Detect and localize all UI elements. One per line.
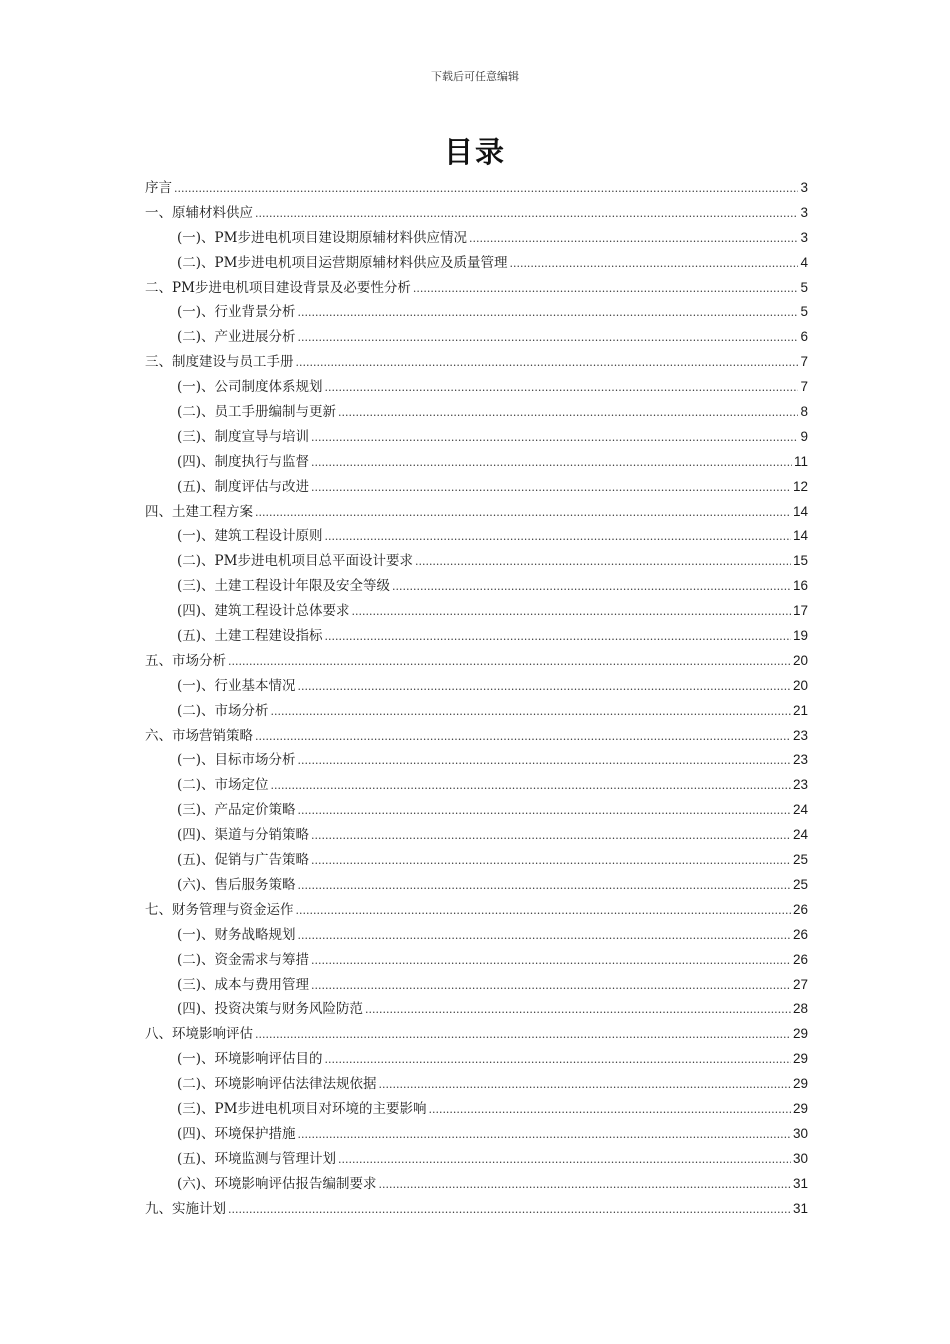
toc-dot-leader xyxy=(311,450,792,476)
toc-entry-label: (二)、产业进展分析 xyxy=(177,329,296,346)
toc-section-entry[interactable] xyxy=(145,1047,808,1072)
toc-chapter-entry[interactable] xyxy=(145,724,808,749)
toc-section-entry[interactable] xyxy=(145,1147,808,1172)
toc-entry-label: (一)、公司制度体系规划 xyxy=(177,379,323,396)
toc-dot-leader xyxy=(428,1097,791,1123)
toc-section-entry[interactable] xyxy=(145,699,808,724)
toc-chapter-entry[interactable] xyxy=(145,176,808,201)
toc-entry-label: 三、制度建设与员工手册 xyxy=(145,354,294,371)
toc-entry-label: (二)、PM步进电机项目总平面设计要求 xyxy=(177,553,413,570)
toc-section-entry[interactable] xyxy=(145,549,808,574)
toc-page-number: 7 xyxy=(800,354,808,370)
toc-page-number: 30 xyxy=(792,1125,808,1141)
toc-entry-label: (四)、投资决策与财务风险防范 xyxy=(177,1001,364,1018)
toc-entry-label: (三)、土建工程设计年限及安全等级 xyxy=(177,578,391,595)
toc-page-number: 30 xyxy=(792,1150,808,1166)
toc-entry-label: (三)、产品定价策略 xyxy=(177,802,296,819)
toc-section-entry[interactable] xyxy=(145,923,808,948)
toc-page-number: 20 xyxy=(792,677,808,693)
toc-section-entry[interactable] xyxy=(145,251,808,276)
toc-entry-label: 九、实施计划 xyxy=(145,1200,226,1217)
toc-section-entry[interactable] xyxy=(145,997,808,1022)
toc-page-number: 4 xyxy=(800,254,808,270)
toc-entry-label: (五)、促销与广告策略 xyxy=(177,852,310,869)
toc-section-entry[interactable] xyxy=(145,1097,808,1122)
toc-entry-label: (一)、目标市场分析 xyxy=(177,752,296,769)
toc-entry-label: 序言 xyxy=(145,180,172,196)
toc-dot-leader xyxy=(228,649,791,675)
toc-section-entry[interactable] xyxy=(145,848,808,873)
toc-entry-label: (二)、PM步进电机项目运营期原辅材料供应及质量管理 xyxy=(177,254,508,271)
toc-section-entry[interactable] xyxy=(145,524,808,549)
table-of-contents xyxy=(145,176,808,1221)
toc-section-entry[interactable] xyxy=(145,1072,808,1097)
toc-section-entry[interactable] xyxy=(145,973,808,998)
toc-page-number: 31 xyxy=(792,1200,808,1216)
toc-entry-label: (一)、建筑工程设计原则 xyxy=(177,528,323,545)
toc-page-number: 8 xyxy=(800,404,808,420)
toc-page-number: 6 xyxy=(800,329,808,345)
toc-entry-label: (六)、售后服务策略 xyxy=(177,876,296,893)
toc-section-entry[interactable] xyxy=(145,400,808,425)
toc-dot-leader xyxy=(298,1122,791,1148)
toc-page-number: 21 xyxy=(792,702,808,718)
toc-section-entry[interactable] xyxy=(145,1122,808,1147)
toc-section-entry[interactable] xyxy=(145,450,808,475)
toc-entry-label: (五)、环境监测与管理计划 xyxy=(177,1150,337,1167)
toc-page-number: 3 xyxy=(800,204,808,220)
toc-dot-leader xyxy=(298,923,791,949)
toc-entry-label: (四)、环境保护措施 xyxy=(177,1125,296,1142)
toc-dot-leader xyxy=(415,549,791,575)
toc-section-entry[interactable] xyxy=(145,375,808,400)
toc-page-number: 5 xyxy=(800,304,808,320)
toc-page-number: 14 xyxy=(792,528,808,544)
toc-entry-label: (三)、制度宣导与培训 xyxy=(177,428,310,445)
toc-dot-leader xyxy=(255,201,798,227)
toc-page-number: 31 xyxy=(792,1175,808,1191)
toc-entry-label: (二)、市场分析 xyxy=(177,702,269,719)
toc-page-number: 27 xyxy=(792,976,808,992)
toc-page-number: 23 xyxy=(792,777,808,793)
toc-dot-leader xyxy=(379,1172,791,1198)
toc-chapter-entry[interactable] xyxy=(145,201,808,226)
toc-page-number: 29 xyxy=(792,1051,808,1067)
toc-entry-label: (一)、行业基本情况 xyxy=(177,677,296,694)
toc-page-number: 24 xyxy=(792,827,808,843)
toc-entry-label: (六)、环境影响评估报告编制要求 xyxy=(177,1175,377,1192)
toc-page-number: 29 xyxy=(792,1026,808,1042)
toc-chapter-entry[interactable] xyxy=(145,276,808,301)
toc-entry-label: (一)、行业背景分析 xyxy=(177,304,296,321)
toc-page-number: 17 xyxy=(792,603,808,619)
toc-dot-leader xyxy=(298,798,791,824)
toc-dot-leader xyxy=(255,724,791,750)
toc-page-number: 29 xyxy=(792,1076,808,1092)
toc-page-number: 26 xyxy=(792,951,808,967)
toc-entry-label: (二)、资金需求与筹措 xyxy=(177,951,310,968)
toc-page-number: 14 xyxy=(792,503,808,519)
toc-chapter-entry[interactable] xyxy=(145,350,808,375)
toc-section-entry[interactable] xyxy=(145,226,808,251)
toc-page-number: 20 xyxy=(792,652,808,668)
toc-entry-label: 五、市场分析 xyxy=(145,652,226,669)
toc-entry-label: 四、土建工程方案 xyxy=(145,503,253,520)
toc-page-number: 3 xyxy=(800,180,808,195)
toc-page-number: 7 xyxy=(800,379,808,395)
toc-dot-leader xyxy=(325,375,799,401)
toc-dot-leader xyxy=(298,300,799,326)
toc-entry-label: (二)、员工手册编制与更新 xyxy=(177,404,337,421)
toc-dot-leader xyxy=(413,276,799,302)
toc-dot-leader xyxy=(311,823,791,849)
toc-entry-label: (一)、财务战略规划 xyxy=(177,926,296,943)
toc-dot-leader xyxy=(392,574,791,600)
toc-dot-leader xyxy=(311,973,791,999)
toc-chapter-entry[interactable] xyxy=(145,649,808,674)
toc-dot-leader xyxy=(298,674,791,700)
toc-section-entry[interactable] xyxy=(145,748,808,773)
toc-page-number: 25 xyxy=(792,876,808,892)
header-note: 下载后可任意编辑 xyxy=(431,70,519,83)
toc-entry-label: (三)、PM步进电机项目对环境的主要影响 xyxy=(177,1100,427,1117)
toc-page-number: 24 xyxy=(792,802,808,818)
toc-section-entry[interactable] xyxy=(145,574,808,599)
toc-chapter-entry[interactable] xyxy=(145,1022,808,1047)
toc-section-entry[interactable] xyxy=(145,773,808,798)
toc-section-entry[interactable] xyxy=(145,475,808,500)
toc-dot-leader xyxy=(298,325,799,351)
toc-dot-leader xyxy=(271,699,791,725)
toc-dot-leader xyxy=(311,475,791,501)
toc-entry-label: (四)、制度执行与监督 xyxy=(177,453,310,470)
toc-dot-leader xyxy=(352,599,791,625)
toc-dot-leader xyxy=(298,873,791,899)
toc-entry-label: (五)、制度评估与改进 xyxy=(177,478,310,495)
toc-chapter-entry[interactable] xyxy=(145,898,808,923)
toc-entry-label: (二)、环境影响评估法律法规依据 xyxy=(177,1076,377,1093)
toc-dot-leader xyxy=(469,226,799,252)
toc-entry-label: 七、财务管理与资金运作 xyxy=(145,901,294,918)
toc-page-number: 11 xyxy=(793,453,808,469)
toc-entry-label: (五)、土建工程建设指标 xyxy=(177,628,323,645)
toc-entry-label: (二)、市场定位 xyxy=(177,777,269,794)
toc-entry-label: (四)、建筑工程设计总体要求 xyxy=(177,603,350,620)
toc-page-number: 23 xyxy=(792,727,808,743)
toc-page-number: 28 xyxy=(792,1001,808,1017)
toc-section-entry[interactable] xyxy=(145,798,808,823)
page-title: 目录 xyxy=(443,135,506,169)
toc-entry-label: 一、原辅材料供应 xyxy=(145,204,253,221)
toc-section-entry[interactable] xyxy=(145,873,808,898)
toc-dot-leader xyxy=(325,624,791,650)
toc-dot-leader xyxy=(228,1197,791,1223)
toc-page-number: 29 xyxy=(792,1100,808,1116)
toc-dot-leader xyxy=(379,1072,791,1098)
toc-section-entry[interactable] xyxy=(145,674,808,699)
toc-page-number: 23 xyxy=(792,752,808,768)
toc-entry-label: (一)、PM步进电机项目建设期原辅材料供应情况 xyxy=(177,229,467,246)
toc-entry-label: 六、市场营销策略 xyxy=(145,727,253,744)
toc-page-number: 26 xyxy=(792,926,808,942)
toc-section-entry[interactable] xyxy=(145,599,808,624)
toc-section-entry[interactable] xyxy=(145,300,808,325)
toc-entry-label: 八、环境影响评估 xyxy=(145,1026,253,1043)
toc-section-entry[interactable] xyxy=(145,823,808,848)
toc-entry-label: (四)、渠道与分销策略 xyxy=(177,827,310,844)
toc-section-entry[interactable] xyxy=(145,425,808,450)
toc-dot-leader xyxy=(338,400,798,426)
toc-chapter-entry[interactable] xyxy=(145,500,808,525)
toc-page-number: 3 xyxy=(800,229,808,245)
toc-dot-leader xyxy=(311,848,791,874)
toc-page-number: 25 xyxy=(792,852,808,868)
toc-page-number: 12 xyxy=(792,478,808,494)
toc-dot-leader xyxy=(311,425,798,451)
toc-dot-leader xyxy=(271,773,791,799)
toc-dot-leader xyxy=(365,997,791,1023)
toc-page-number: 26 xyxy=(792,901,808,917)
toc-dot-leader xyxy=(311,948,791,974)
toc-section-entry[interactable] xyxy=(145,624,808,649)
toc-dot-leader xyxy=(296,898,791,924)
toc-dot-leader xyxy=(296,350,799,376)
toc-dot-leader xyxy=(174,176,798,202)
toc-dot-leader xyxy=(338,1147,791,1173)
toc-page-number: 19 xyxy=(792,628,808,644)
toc-section-entry[interactable] xyxy=(145,948,808,973)
toc-entry-label: 二、PM步进电机项目建设背景及必要性分析 xyxy=(145,279,411,296)
toc-page-number: 9 xyxy=(800,428,808,444)
toc-dot-leader xyxy=(255,1022,791,1048)
toc-dot-leader xyxy=(255,500,791,526)
toc-page-number: 16 xyxy=(792,578,808,594)
toc-dot-leader xyxy=(298,748,791,774)
toc-section-entry[interactable] xyxy=(145,1172,808,1197)
toc-entry-label: (一)、环境影响评估目的 xyxy=(177,1051,323,1068)
toc-section-entry[interactable] xyxy=(145,325,808,350)
toc-page-number: 5 xyxy=(800,279,808,295)
toc-chapter-entry[interactable] xyxy=(145,1197,808,1222)
toc-entry-label: (三)、成本与费用管理 xyxy=(177,976,310,993)
toc-page-number: 15 xyxy=(792,553,808,569)
toc-dot-leader xyxy=(325,524,791,550)
toc-dot-leader xyxy=(325,1047,791,1073)
toc-dot-leader xyxy=(509,251,798,277)
